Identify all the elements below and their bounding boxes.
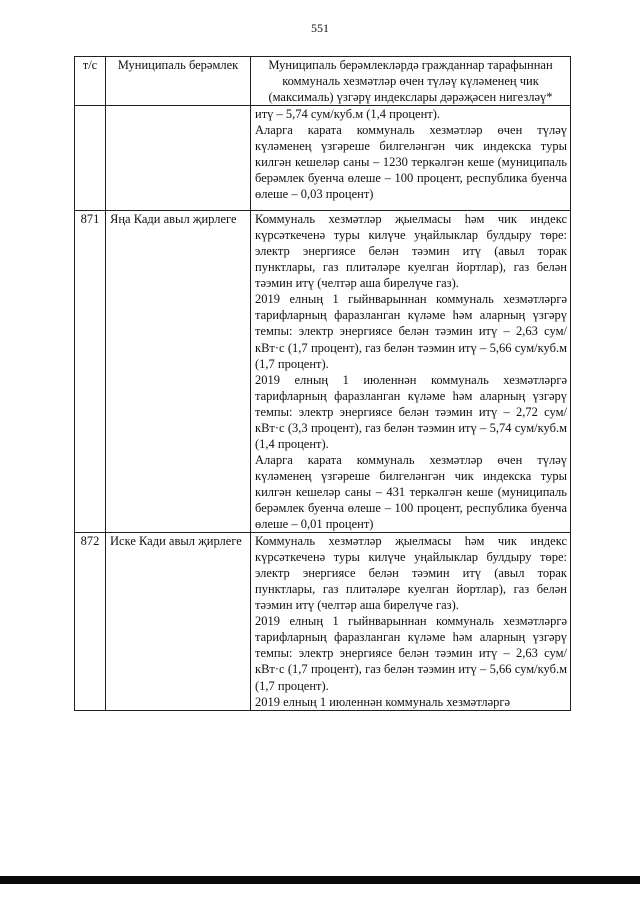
row-num: 871 (75, 211, 106, 533)
continuation-description-cell (251, 106, 571, 211)
scan-edge-bar (0, 876, 640, 884)
description-paragraph: Коммуналь хезмәтләр җыелмасы һәм чик индекс күрсәткеченә туры килүче уңайлыклар булдыру төре: электр энергиясе белән тәэмин итү (авыл торак пунктлары, газ плитәләре куелган йортлар), газ белән тәэмин итү (челтәр аша бирелүче газ). (255, 212, 567, 291)
row-municipality: Иске Кади авыл җирлеге (106, 533, 251, 711)
row-description (251, 533, 571, 711)
row-municipality: Яңа Кади авыл җирлеге (106, 211, 251, 533)
description-paragraph: 2019 елның 1 гыйнварыннан коммуналь хезмәтләргә тарифларның фаразланган күләме һәм аларның үзгәрү темпы: электр энергиясе белән тәэмин итү – 2,63 сум/кВт·с (1,7 процент), газ белән тәэмин итү – 5,66 сум/куб.м (1,7 процент). (255, 614, 567, 693)
table-header-row (75, 57, 571, 106)
table-row-continuation (75, 106, 571, 211)
table-row-871 (75, 211, 571, 533)
description-paragraph: 2019 елның 1 гыйнварыннан коммуналь хезмәтләргә тарифларның фаразланган күләме һәм аларның үзгәрү темпы: электр энергиясе белән тәэмин итү – 2,63 сум/кВт·с (1,7 процент), газ белән тәэмин итү – 5,66 сум/куб.м (1,7 процент). (255, 292, 567, 371)
description-paragraph: Аларга карата коммуналь хезмәтләр өчен түләү күләменең үзгәреше билгеләнгән чик индекска туры килгән кешеләр саны – 431 теркәлгән кеше (муниципаль берәмлек буенча өлеше – 100 процент, республика буенча өлеше – 0,01 процент) (255, 452, 567, 532)
continuation-paragraph: Аларга карата коммуналь хезмәтләр өчен түләү күләменең үзгәреше билгеләнгән чик индекска туры килгән кешеләр саны – 1230 теркәлгән кеше (муниципаль берәмлек буенча өлеше – 100 процент, республика буенча өлеше – 0,03 процент) (255, 123, 567, 202)
description-paragraph: 2019 елның 1 июленнән коммуналь хезмәтләргә (255, 694, 511, 709)
header-num: т/с (75, 57, 106, 106)
header-description: Муниципаль берәмлекләрдә гражданнар тарафыннан коммуналь хезмәтләр өчен түләү күләменең чик (максималь) үзгәрү индекслары дәрәҗәсен нигезләү* (251, 57, 571, 106)
header-municipality: Муниципаль берәмлек (106, 57, 251, 106)
continuation-num-cell (75, 106, 106, 211)
continuation-paragraph: итү – 5,74 сум/куб.м (1,4 процент). (255, 107, 441, 122)
page-number: 551 (311, 21, 329, 35)
description-paragraph: Коммуналь хезмәтләр җыелмасы һәм чик индекс күрсәткеченә туры килүче уңайлыклар булдыру төре: электр энергиясе белән тәэмин итү (авыл торак пунктлары, газ плитәләре куелган йортлар), газ белән тәэмин итү (челтәр аша бирелүче газ). (255, 534, 567, 613)
description-paragraph: 2019 елның 1 июленнән коммуналь хезмәтләргә тарифларның фаразланган күләме һәм аларның үзгәрү темпы: электр энергиясе белән тәэмин итү – 2,72 сум/кВт·с (3,3 процент), газ белән тәэмин итү – 5,74 сум/куб.м (1,4 процент). (255, 372, 567, 451)
table-row-872 (75, 533, 571, 711)
tariff-table (74, 56, 571, 711)
row-num: 872 (75, 533, 106, 711)
continuation-municipality-cell (106, 106, 251, 211)
row-description (251, 211, 571, 533)
